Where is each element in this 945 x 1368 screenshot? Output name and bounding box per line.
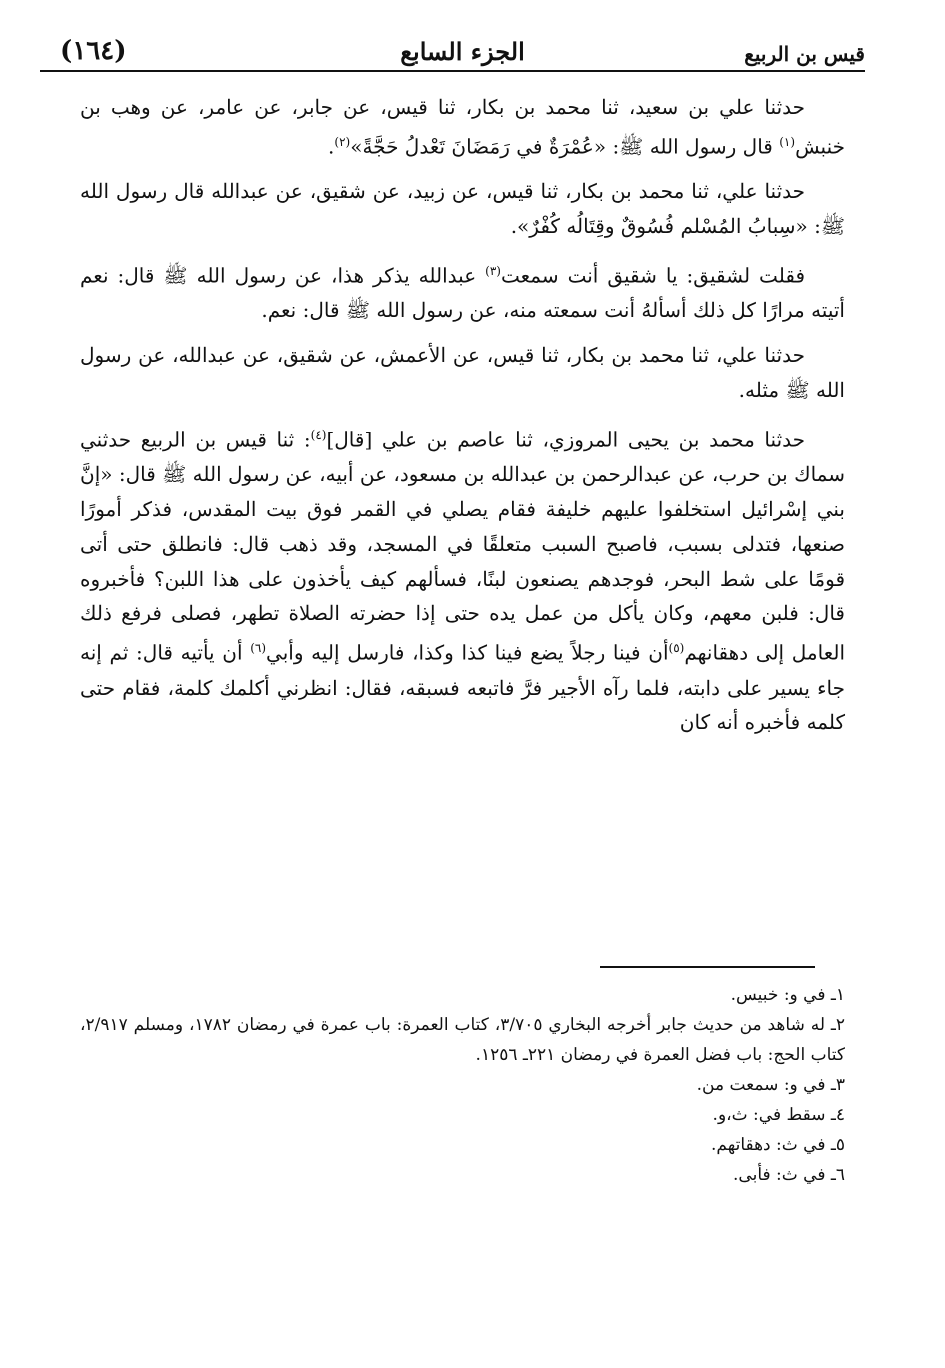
- footnote-rule: [600, 966, 815, 968]
- footnote-2: ٢ـ له شاهد من حديث جابر أخرجه البخاري ٣/٧٠٥، كتاب العمرة: باب عمرة في رمضان ١٧٨٢، ومسلم ٢/٩١٧، كتاب الحج: باب فضل العمرة في رمضان ٢٢١ـ ١٢٥٦.: [80, 1015, 846, 1065]
- footnote-3: ٣ـ في و: سمعت من.: [696, 1075, 845, 1095]
- footnote-4: ٤ـ سقط في: ث،و.: [712, 1105, 845, 1125]
- footnote-ref: (٤): [310, 427, 327, 442]
- footnote-ref: (٢): [334, 134, 351, 149]
- footnote-ref: (٦): [250, 641, 267, 656]
- paragraph-2: حدثنا علي، ثنا محمد بن بكار، ثنا قيس، عن زبيد، عن شقيق، عن عبدالله قال رسول الله ﷺ: «سِبابُ المُسْلم فُسُوقٌ وقِتَالُه كُفْرٌ».: [80, 179, 845, 239]
- volume-title: الجزء السابع: [400, 37, 525, 66]
- book-title: قيس بن الربيع: [744, 42, 865, 66]
- footnote-1: ١ـ في و: خبيس.: [730, 985, 845, 1005]
- header-rule: [40, 70, 865, 72]
- paragraph-3: فقلت لشقيق: يا شقيق أنت سمعت$^{(٣)}$ عبدالله يذكر هذا، عن رسول الله ﷺ قال: نعم أتيته مرارًا كل ذلك أسألهُ أنت سمعته منه، عن رسول الله ﷺ قال: نعم.: [80, 263, 845, 323]
- page-number: (١٦٤): [60, 36, 127, 66]
- footnote-5: ٥ـ في ث: دهقاتهم.: [711, 1135, 845, 1155]
- running-header: [60, 30, 865, 66]
- footnote-6: ٦ـ في ث: فأبى.: [733, 1165, 845, 1185]
- paragraph-5: حدثنا محمد بن يحيى المروزي، ثنا عاصم بن علي [قال]$^{(٤)}$: ثنا قيس بن الربيع حدثني سماك بن حرب، عن عبدالرحمن بن عبدالله بن مسعود، عن أبيه، عن رسول الله ﷺ قال: «إنَّ بني إسْرائيل استخلفوا عليهم خليفة فقام يصلي في القمر فوق بيت المقدس، فذكر أمورًا صنعها، فتدلى بسبب، فاصبح السبب متعلقًا في المسجد، وقد ذهب قال: فانطلق حتى أتى قومًا على شط البحر، فوجدهم يصنعون لبنًا، فسألهم كيف يأخذون على هذا اللبن؟ فأخبروه قال: فلبن معهم، وكان يأكل من عمل يده حتى إذا حضرته الصلاة تطهر، فصلى فرفع ذلك العامل إلى دهقانهم$^{(٥)}$أن فينا رجلاً يضع فينا كذا وكذا، فارسل إليه وأبي$^{(٦)}$ أن يأتيه قال: ثم إنه جاء يسير على دابته، فلما رآه الأجير فرَّ فاتبعه فسبقه، فقال: انظرني أكلمك كلمة، فقام حتى كلمه فأخبره أنه كان: [80, 427, 846, 735]
- footnote-ref: (٣): [485, 263, 501, 278]
- footnotes: [80, 980, 845, 1190]
- main-text: [80, 90, 845, 750]
- footnote-ref: (٥): [668, 641, 685, 656]
- footnote-ref: (١): [779, 134, 796, 149]
- paragraph-4: حدثنا علي، ثنا محمد بن بكار، ثنا قيس، عن الأعمش، عن شقيق، عن عبدالله، عن رسول الله ﷺ مثله.: [80, 343, 845, 402]
- paragraph-1: حدثنا علي بن سعيد، ثنا محمد بن بكار، ثنا قيس، عن جابر، عن عامر، عن وهب بن خنبش$^{(١)}$ قال رسول الله ﷺ: «عُمْرَةٌ في رَمَضَانَ تَعْدلُ حَجَّةً»$^{(٢)}$.: [80, 95, 845, 159]
